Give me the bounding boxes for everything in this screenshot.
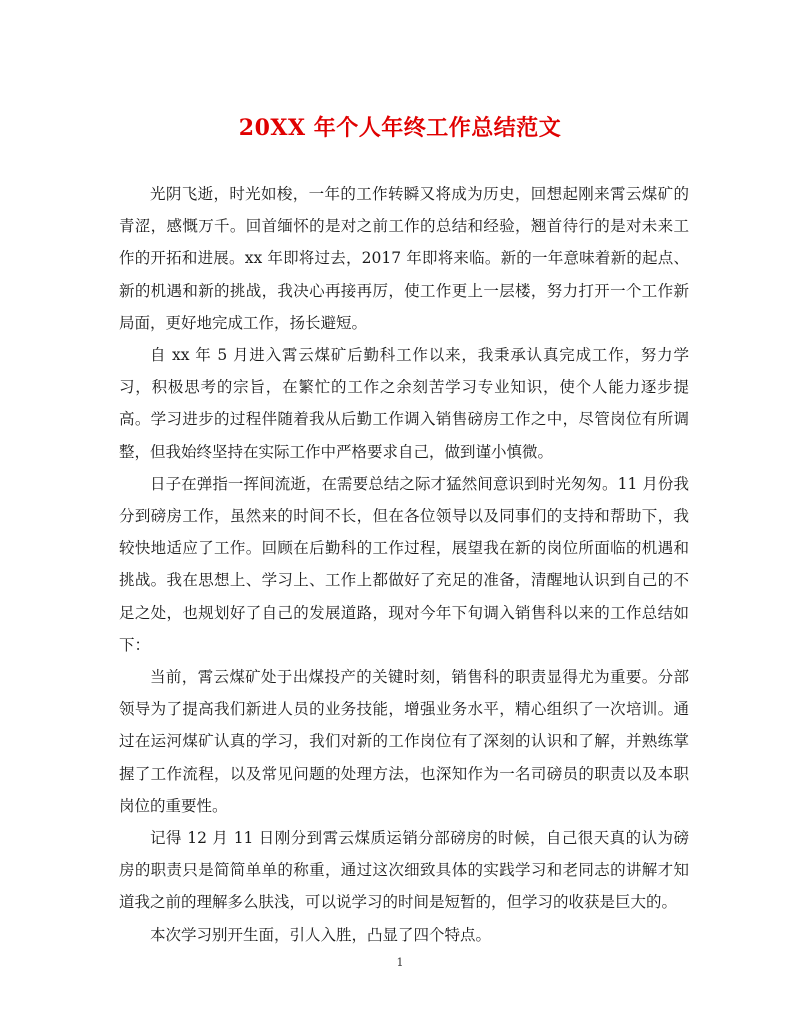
document-title: 20XX 年个人年终工作总结范文 bbox=[238, 115, 562, 141]
paragraph-6: 本次学习别开生面，引人入胜，凸显了四个特点。 bbox=[150, 925, 492, 944]
paragraph-3: 日子在弹指一挥间流逝，在需要总结之际才猛然间意识到时光匆匆。11 月份我分到磅房工作，虽然来的时间不长，但在各位领导以及同事们的支持和帮助下，我较快地适应了工作。回顾在后勤科的工作过程，展望我在新的岗位所面临的机遇和挑战。我在思想上、学习上、工作上都做好了充足的准备，清醒地认识到自己的不足之处，也规划好了自己的发展道路，现对今年下旬调入销售科以来的工作总结如下： bbox=[119, 474, 689, 654]
paragraph-1: 光阴飞逝，时光如梭，一年的工作转瞬又将成为历史，回想起刚来霄云煤矿的青涩，感慨万千。回首缅怀的是对之前工作的总结和经验，翘首待行的是对未来工作的开拓和进展。xx 年即将过去，2017 年即将来临。新的一年意味着新的起点、新的机遇和新的挑战，我决心再接再厉，使工作更上一层楼，努力打开一个工作新局面，更好地完成工作，扬长避短。 bbox=[119, 185, 689, 332]
page-number: 1 bbox=[396, 956, 404, 969]
paragraph-2: 自 xx 年 5 月进入霄云煤矿后勤科工作以来，我秉承认真完成工作，努力学习，积极思考的宗旨，在繁忙的工作之余刻苦学习专业知识，使个人能力逐步提高。学习进步的过程伴随着我从后勤工作调入销售磅房工作之中，尽管岗位有所调整，但我始终坚持在实际工作中严格要求自己，做到谨小慎微。 bbox=[119, 346, 689, 461]
paragraph-4: 当前，霄云煤矿处于出煤投产的关键时刻，销售科的职责显得尤为重要。分部领导为了提高我们新进人员的业务技能，增强业务水平，精心组织了一次培训。通过在运河煤矿认真的学习，我们对新的工作岗位有了深刻的认识和了解，并熟练掌握了工作流程，以及常见问题的处理方法，也深知作为一名司磅员的职责以及本职岗位的重要性。 bbox=[119, 668, 689, 815]
document-body bbox=[119, 178, 689, 951]
paragraph-5: 记得 12 月 11 日刚分到霄云煤质运销分部磅房的时候，自己很天真的认为磅房的职责只是简简单单的称重，通过这次细致具体的实践学习和老同志的讲解才知道我之前的理解多么肤浅，可以说学习的时间是短暂的，但学习的收获是巨大的。 bbox=[119, 829, 689, 912]
